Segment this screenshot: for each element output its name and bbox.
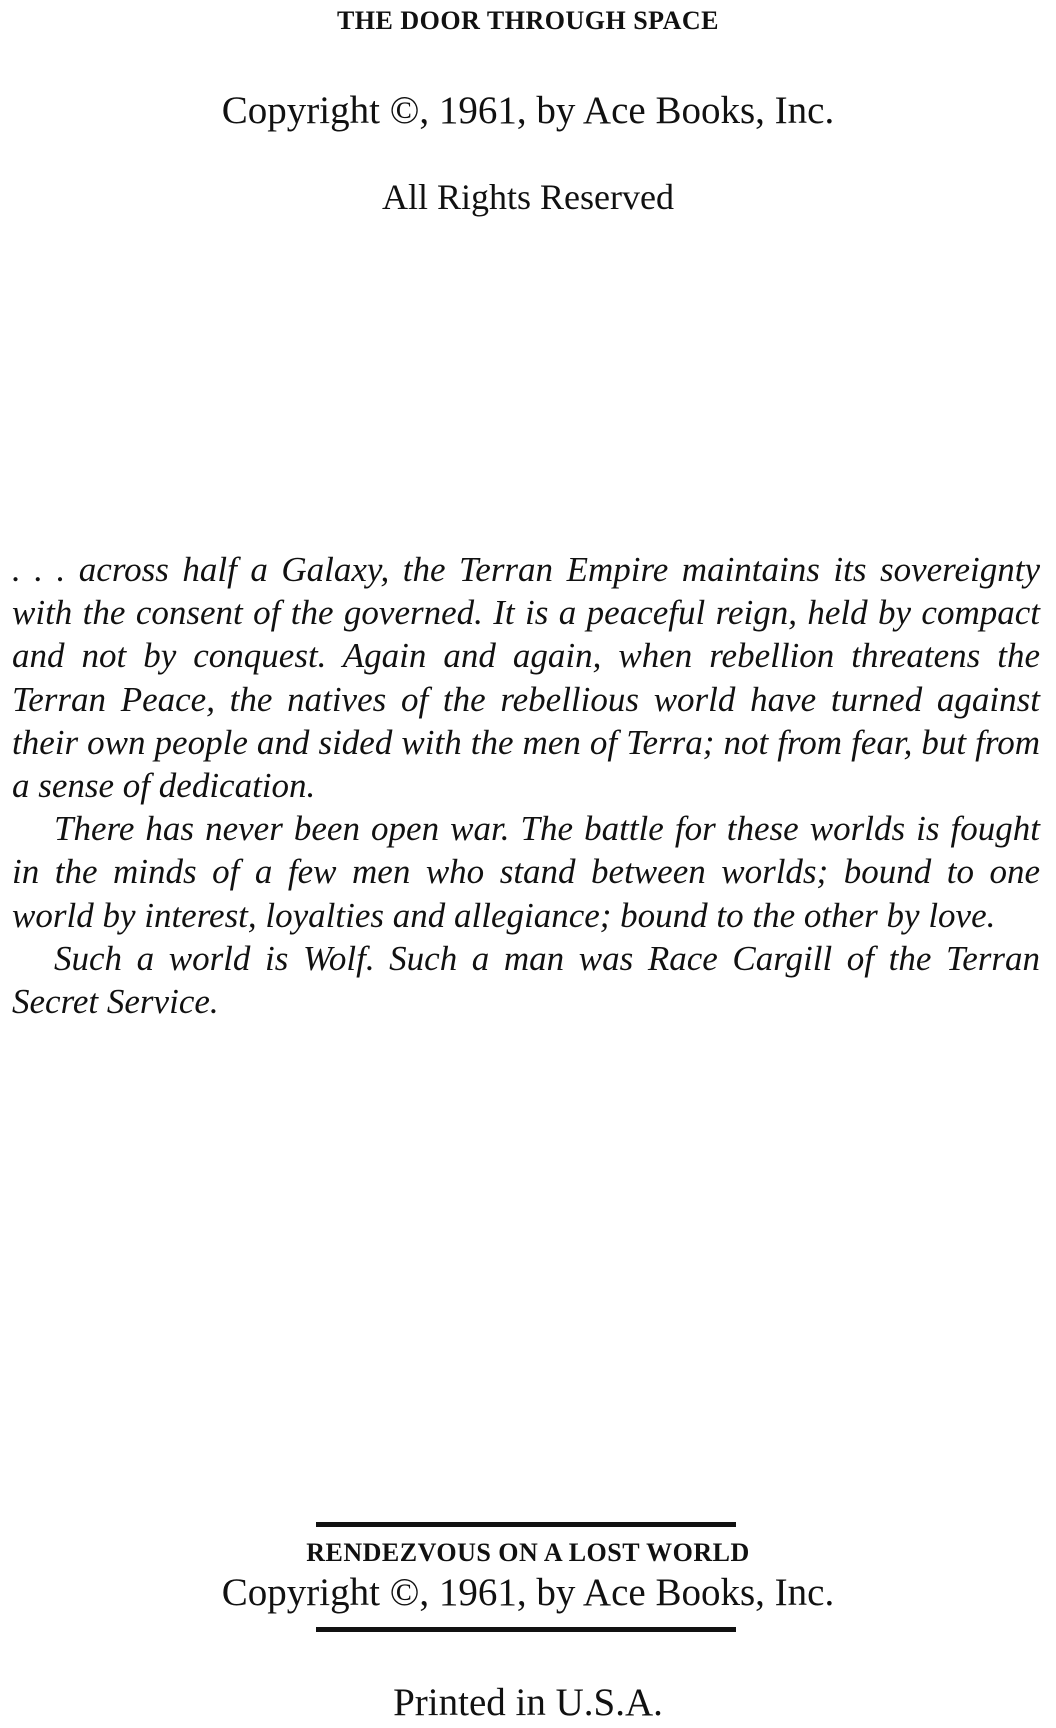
- book-title-top: THE DOOR THROUGH SPACE: [336, 6, 720, 35]
- blurb-paragraph-3: Such a world is Wolf. Such a man was Race Cargill of the Terran Secret Service.: [12, 938, 1040, 1022]
- copyright-notice-bottom: Copyright ©, 1961, by Ace Books, Inc.: [221, 1571, 835, 1614]
- divider-bottom: [316, 1627, 736, 1632]
- blurb-paragraph-1: . . . across half a Galaxy, the Terran Empire maintains its sovereignty with the consent of the governed. It is a peaceful reign, held by compact and not by conquest. Again and again, when rebellion threatens the Terran Peace, the natives of the rebellious world have turned against their own people and sided with the men of Terra; not from fear, but from a sense of dedication.: [12, 550, 1040, 806]
- copyright-notice-top: Copyright ©, 1961, by Ace Books, Inc.: [221, 89, 835, 132]
- book-title-bottom: RENDEZVOUS ON A LOST WORLD: [306, 1538, 750, 1567]
- blurb: [12, 548, 1040, 1023]
- rights-reserved: All Rights Reserved: [382, 177, 674, 217]
- blurb-paragraph-2: There has never been open war. The battle for these worlds is fought in the minds of a few men who stand between worlds; bound to one world by interest, loyalties and allegiance; bound to the other by love.: [12, 809, 1040, 935]
- printed-in-notice: Printed in U.S.A.: [393, 1681, 663, 1724]
- divider-top: [316, 1522, 736, 1527]
